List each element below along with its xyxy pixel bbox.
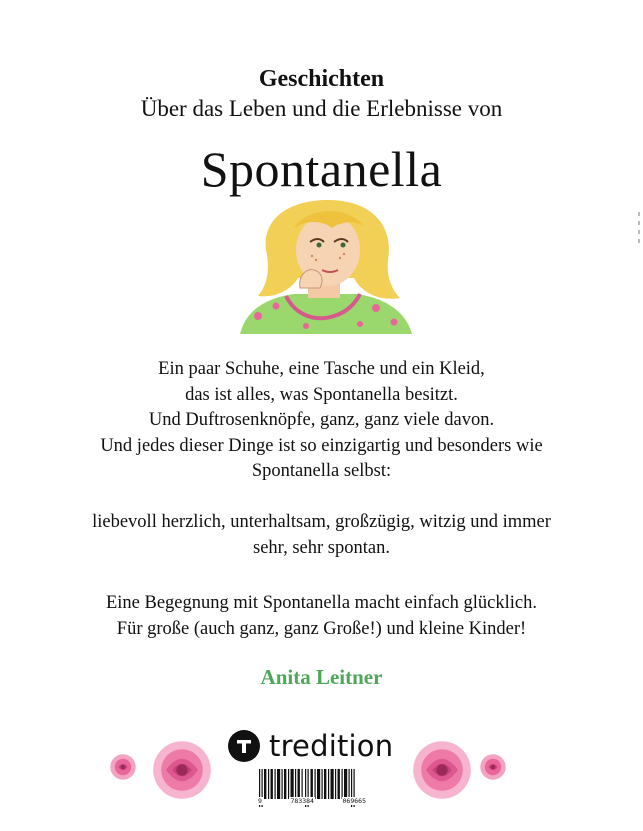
rose-icon — [150, 738, 214, 802]
blurb-paragraph-2 — [60, 510, 583, 561]
isbn-digits — [257, 797, 367, 805]
pre-title: Geschichten — [258, 66, 385, 92]
rose-icon — [410, 738, 474, 802]
isbn-digit-group: 783384 — [290, 797, 314, 805]
book-title: Spontanella — [200, 141, 443, 197]
blurb-paragraph-1 — [60, 357, 583, 485]
edge-marks — [636, 212, 642, 246]
blurb-line: Für große (auch ganz, ganz Große!) und kleine Kinder! — [116, 618, 527, 639]
blurb-line: Ein paar Schuhe, eine Tasche und ein Kleid, — [158, 359, 485, 379]
blurb-line: Spontanella selbst: — [251, 461, 392, 481]
tredition-t-logo-icon — [228, 730, 260, 762]
blurb-line: Und Duftrosenknöpfe, ganz, ganz viele davon. — [148, 410, 495, 430]
author-name: Anita Leitner — [260, 665, 383, 689]
blurb-paragraph-3 — [60, 591, 583, 642]
blurb-line: Eine Begegnung mit Spontanella macht einfach glücklich. — [105, 593, 538, 613]
blurb-line: das ist alles, was Spontanella besitzt. — [185, 384, 458, 405]
isbn-digit-group: 069665 — [342, 797, 366, 805]
rose-icon — [108, 752, 138, 782]
isbn-digit-group: 9 — [258, 797, 262, 805]
publisher-logo — [228, 726, 393, 766]
rose-icon — [478, 752, 508, 782]
blurb-line: Und jedes dieser Dinge ist so einzigartig und besonders wie — [100, 435, 543, 456]
spontanella-illustration — [236, 198, 414, 334]
publisher-name: tredition — [269, 729, 394, 763]
blurb-line: sehr, sehr spontan. — [253, 537, 390, 558]
blurb-line: liebevoll herzlich, unterhaltsam, großzügig, witzig und immer — [92, 512, 551, 532]
subtitle: Über das Leben und die Erlebnisse von — [140, 96, 503, 121]
